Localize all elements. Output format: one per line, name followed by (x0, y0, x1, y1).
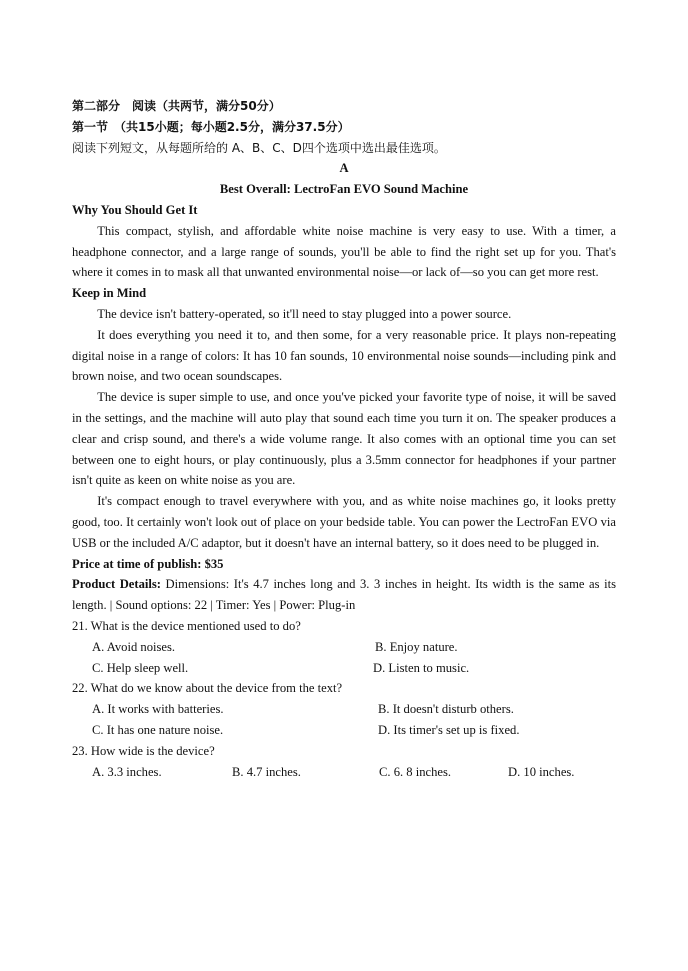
option-21-d[interactable]: D. Listen to music. (373, 660, 470, 675)
question-21-options-row1 (72, 637, 616, 658)
passage-letter: A (339, 161, 349, 176)
question-22-options-row1 (72, 699, 616, 720)
details-text: Dimensions: It's 4.7 inches long and 3. 3 inches in height. Its width is the same as its length. | Sound options: 22 | Timer: Yes | Power: Plug-in (72, 577, 616, 613)
option-22-d[interactable]: D. Its timer's set up is fixed. (378, 722, 520, 737)
paragraph-5: It's compact enough to travel everywhere with you, and as white noise machines go, it looks pretty good, too. It certainly won't look out of place on your bedside table. You can power the LectroFan EVO via USB or the included A/C adaptor, but it doesn't have an internal battery, so it does need to be plugged in. (72, 494, 616, 550)
paragraph-4: The device is super simple to use, and once you've picked your favorite type of noise, it will be saved in the settings, and the machine will auto play that sound each time you turn it on. The speaker produces a clear and crisp sound, and there's a wide volume range. It also comes with an optional time you can set between one to eight hours, or play continuously, plus a 3.5mm connector for headphones if your partner isn't quite as keen on white noise as you are. (72, 390, 616, 488)
paragraph-3: It does everything you need it to, and then some, for a very reasonable price. It plays non-repeating digital noise in a range of colors: It has 10 fan sounds, 10 environmental noise sounds—including pink and brown noise, and two ocean soundscapes. (72, 327, 616, 384)
option-21-a[interactable]: A. Avoid noises. (92, 639, 176, 654)
option-23-a[interactable]: A. 3.3 inches. (92, 764, 162, 779)
passage-title: Best Overall: LectroFan EVO Sound Machine (219, 182, 469, 197)
option-22-b[interactable]: B. It doesn't disturb others. (378, 702, 514, 717)
question-22-stem: 22. What do we know about the device from the text? (72, 681, 343, 696)
paragraph-2: The device isn't battery-operated, so it'll need to stay plugged into a power source. (97, 306, 512, 321)
details-label: Product Details: (72, 577, 161, 592)
heading-why: Why You Should Get It (72, 202, 198, 217)
instruction: 阅读下列短文，从每题所给的 A、B、C、D四个选项中选出最佳选项。 (72, 140, 446, 155)
product-details (72, 574, 616, 616)
option-23-b[interactable]: B. 4.7 inches. (232, 764, 301, 779)
question-22-options-row2 (72, 720, 616, 741)
exam-page (72, 96, 616, 782)
option-21-b[interactable]: B. Enjoy nature. (375, 639, 458, 654)
paragraph-1: This compact, stylish, and affordable white noise machine is very easy to use. With a timer, a headphone connector, and a large range of sounds, you'll be able to find the right set up for you. That's where it comes in to mask all that unwanted environmental noise—or lack of—so you can get more rest. (72, 223, 616, 280)
part-title: 第二部分 阅读（共两节，满分50分） (72, 99, 281, 113)
price-line: Price at time of publish: $35 (72, 556, 224, 571)
option-21-c[interactable]: C. Help sleep well. (92, 660, 189, 675)
question-23-stem: 23. How wide is the device? (72, 743, 215, 758)
option-22-c[interactable]: C. It has one nature noise. (92, 722, 224, 737)
question-23-options-row (72, 762, 616, 783)
option-23-d[interactable]: D. 10 inches. (508, 764, 575, 779)
question-21-options-row2 (72, 658, 616, 679)
section-subtitle: 第一节 （共15小题；每小题2.5分，满分37.5分） (72, 119, 350, 134)
option-22-a[interactable]: A. It works with batteries. (92, 702, 224, 717)
question-21-stem: 21. What is the device mentioned used to do? (72, 618, 301, 633)
option-23-c[interactable]: C. 6. 8 inches. (379, 764, 452, 779)
heading-keep-in-mind: Keep in Mind (72, 286, 147, 301)
